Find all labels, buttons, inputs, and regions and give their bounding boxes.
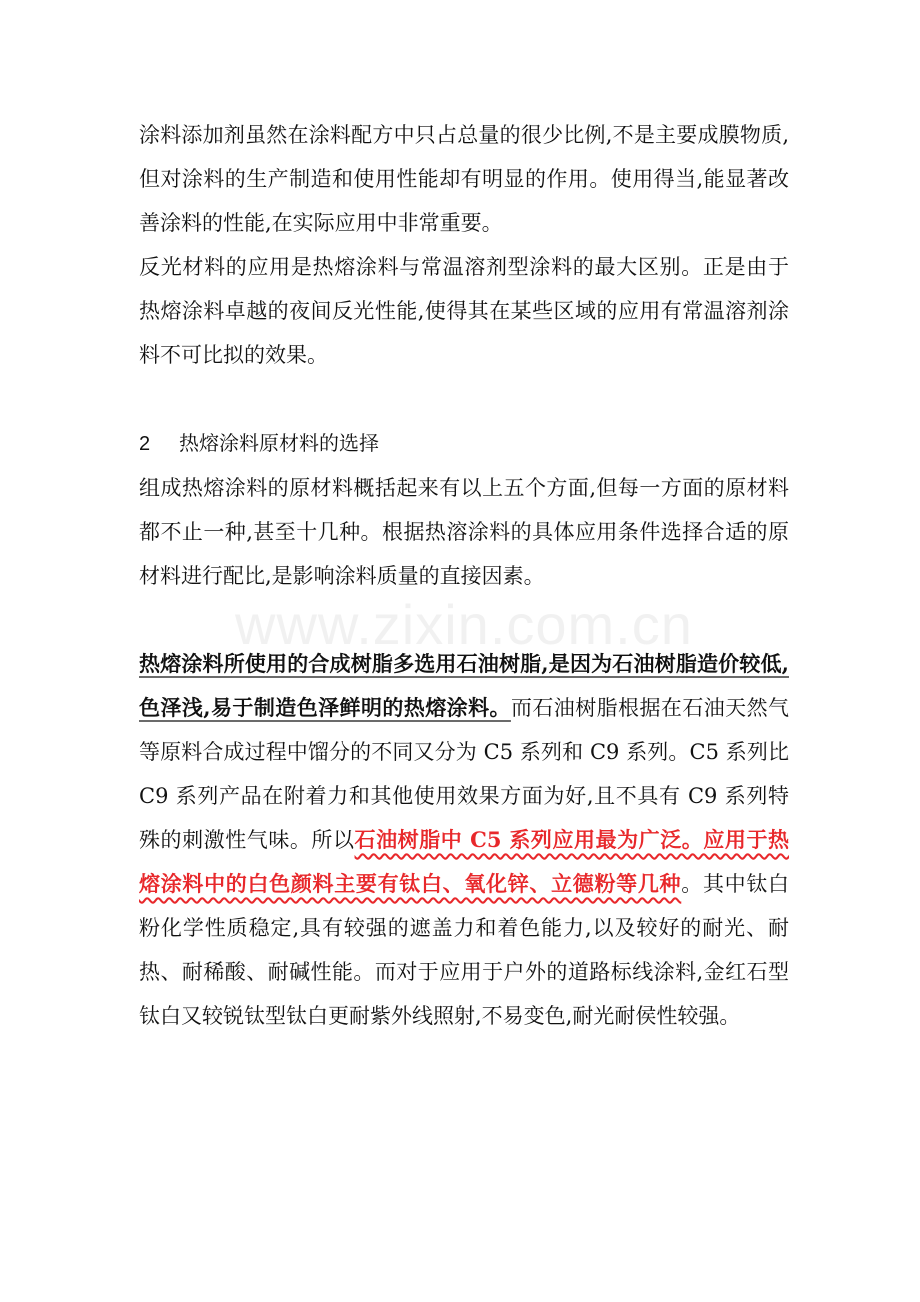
body-text: 。其中钛白粉化学性质稳定,具有较强的遮盖力和着色能力,以及较好的耐光、耐热、耐稀酸、耐碱性能。而对于应用于户外的道路标线涂料,金红石型钛白又较锐钛型钛白更耐紫外线照射,不易变色,耐光耐侯性较强。 — [139, 872, 790, 1028]
document-body — [139, 113, 789, 1038]
spacer — [139, 598, 789, 642]
section-number: 2 — [139, 433, 151, 455]
red-highlight-text: 石油树脂中 C5 系列应用最为广泛。应用于热熔涂料中的白色颜料主要有钛白、氧化锌、立德粉等几种 — [139, 827, 790, 896]
body-text: 而石油树脂根据在石油天然气等原料合成过程中馏分的不同又分为 C5 系列和 C9 系列。C5 系列比 C9 系列产品在附着力和其他使用效果方面为好,且不具有 C9 系列特殊的刺激性气味。所以 — [139, 696, 790, 852]
paragraph-additives: 涂料添加剂虽然在涂料配方中只占总量的很少比例,不是主要成膜物质,但对涂料的生产制造和使用性能却有明显的作用。使用得当,能显著改善涂料的性能,在实际应用中非常重要。 — [139, 123, 789, 235]
paragraph-raw-materials: 组成热熔涂料的原材料概括起来有以上五个方面,但每一方面的原材料都不止一种,甚至十几种。根据热溶涂料的具体应用条件选择合适的原材料进行配比,是影响涂料质量的直接因素。 — [139, 476, 789, 588]
paragraph-resin-pigments — [139, 642, 789, 1038]
spacer — [139, 377, 789, 421]
bold-underlined-text: 热熔涂料所使用的合成树脂多选用石油树脂,是因为石油树脂造价较低,色泽浅,易于制造色泽鲜明的热熔涂料。 — [139, 651, 789, 720]
section-title: 热熔涂料原材料的选择 — [179, 431, 379, 455]
section-heading — [139, 421, 789, 466]
watermark: www.zixin.com.cn — [235, 593, 693, 656]
paragraph-reflective: 反光材料的应用是热熔涂料与常温溶剂型涂料的最大区别。正是由于热熔涂料卓越的夜间反光性能,使得其在某些区域的应用有常温溶剂涂料不可比拟的效果。 — [139, 255, 789, 367]
